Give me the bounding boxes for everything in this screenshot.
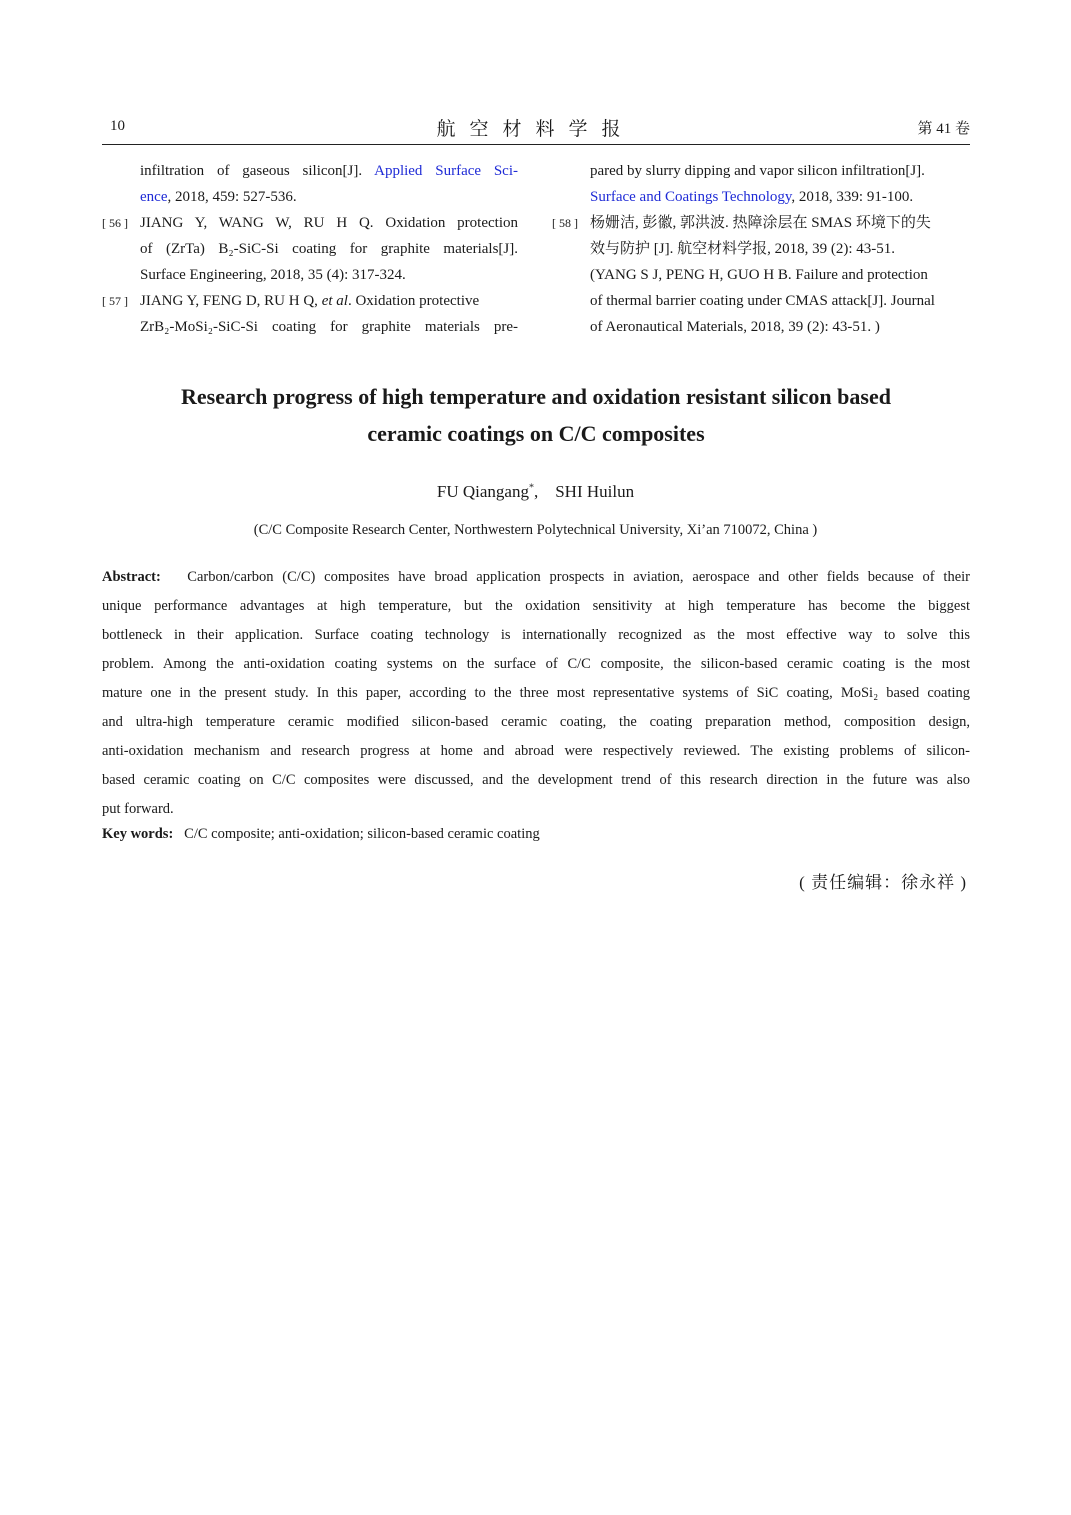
abstract-line: mature one in the present study. In this paper, according to the three most representative systems of SiC coating, MoSi₂ based coating bbox=[102, 685, 970, 701]
author-name: FU Qiangang bbox=[436, 482, 529, 501]
reference-italic: et al bbox=[321, 293, 348, 309]
abstract-text: Carbon/carbon (C/C) composites have broad application prospects in aviation, aerospace and other fields because of their bbox=[187, 569, 971, 585]
abstract bbox=[102, 563, 970, 824]
reference-55-continuation bbox=[102, 158, 518, 210]
reference-text: . Oxidation protective bbox=[347, 293, 480, 309]
keywords bbox=[102, 826, 970, 843]
reference-text: JIANG Y, FENG D, RU H Q, bbox=[140, 293, 322, 309]
reference-56 bbox=[102, 210, 518, 288]
corresponding-author-mark: * bbox=[528, 482, 534, 494]
reference-line bbox=[590, 184, 970, 210]
english-article-title bbox=[102, 378, 970, 452]
reference-number: [ 56 ] bbox=[102, 216, 128, 230]
abstract-line: anti-oxidation mechanism and research progress at home and abroad were respectively reviewed. The existing problems of silicon- bbox=[102, 743, 970, 759]
abstract-line: and ultra-high temperature ceramic modified silicon-based ceramic coating, the coating preparation method, composition design, bbox=[102, 714, 970, 730]
reference-line: pared by slurry dipping and vapor silicon infiltration[J]. bbox=[590, 163, 925, 179]
journal-link[interactable]: Surface and Coatings Technology bbox=[590, 189, 792, 205]
reference-text: , 2018, 459: 527-536. bbox=[167, 189, 297, 205]
reference-line: 杨姗洁, 彭徽, 郭洪波. 热障涂层在 SMAS 环境下的失 bbox=[590, 215, 931, 231]
reference-line: JIANG Y, WANG W, RU H Q. Oxidation protection bbox=[140, 215, 518, 231]
editor-note: ( 责任编辑：徐永祥 ) bbox=[799, 873, 967, 892]
references-right-column bbox=[552, 158, 970, 340]
journal-link[interactable]: ence bbox=[140, 189, 168, 205]
keywords-text: C/C composite; anti-oxidation; silicon-based ceramic coating bbox=[184, 826, 540, 842]
references-left-column bbox=[102, 158, 518, 340]
abstract-line: bottleneck in their application. Surface coating technology is internationally recognized as the most effective way to solve this bbox=[102, 627, 970, 643]
page-number: 10 bbox=[110, 118, 125, 134]
reference-line bbox=[140, 184, 518, 210]
header-rule bbox=[102, 144, 970, 145]
reference-line bbox=[140, 288, 518, 314]
reference-text: , 2018, 339: 91-100. bbox=[791, 189, 914, 205]
volume-label: 第 41 卷 bbox=[917, 121, 970, 137]
abstract-line: based ceramic coating on C/C composites were discussed, and the development trend of this research direction in the future was also bbox=[102, 772, 970, 788]
abstract-line: put forward. bbox=[102, 801, 174, 817]
journal-title: 航空材料学报 bbox=[436, 119, 635, 140]
reference-line: of Aeronautical Materials, 2018, 39 (2): 43-51. ) bbox=[590, 319, 880, 335]
reference-line: 效与防护 [J]. 航空材料学报, 2018, 39 (2): 43-51. bbox=[590, 241, 895, 257]
reference-text: infiltration of gaseous silicon[J]. bbox=[140, 163, 375, 179]
abstract-line bbox=[102, 563, 970, 592]
reference-line: of thermal barrier coating under CMAS attack[J]. Journal bbox=[590, 293, 935, 309]
reference-line: of (ZrTa) B₂-SiC-Si coating for graphite materials[J]. bbox=[140, 241, 518, 257]
abstract-label: Abstract: bbox=[102, 569, 161, 585]
reference-line: ZrB₂-MoSi₂-SiC-Si coating for graphite materials pre- bbox=[140, 319, 518, 335]
keywords-label: Key words: bbox=[102, 826, 174, 842]
reference-line: Surface Engineering, 2018, 35 (4): 317-324. bbox=[140, 267, 406, 283]
reference-57-continuation bbox=[552, 158, 970, 210]
reference-58 bbox=[552, 210, 970, 340]
author-affiliation: (C/C Composite Research Center, Northwestern Polytechnical University, Xi’an 710072, China ) bbox=[253, 522, 818, 538]
reference-number: [ 57 ] bbox=[102, 294, 128, 308]
author-name: SHI Huilun bbox=[555, 482, 635, 501]
reference-line bbox=[140, 158, 518, 184]
abstract-line: unique performance advantages at high temperature, but the oxidation sensitivity at high temperature has become the biggest bbox=[102, 598, 970, 614]
reference-number: [ 58 ] bbox=[552, 216, 578, 230]
author-list bbox=[0, 482, 1071, 502]
title-line: Research progress of high temperature and oxidation resistant silicon based bbox=[181, 384, 891, 409]
journal-link[interactable]: Applied Surface Sci- bbox=[374, 163, 519, 179]
reference-57 bbox=[102, 288, 518, 340]
author-separator: , bbox=[533, 482, 556, 501]
reference-line: (YANG S J, PENG H, GUO H B. Failure and protection bbox=[590, 267, 928, 283]
title-line: ceramic coatings on C/C composites bbox=[367, 421, 705, 446]
abstract-line: problem. Among the anti-oxidation coating systems on the surface of C/C composite, the silicon-based ceramic coating is the most bbox=[102, 656, 970, 672]
